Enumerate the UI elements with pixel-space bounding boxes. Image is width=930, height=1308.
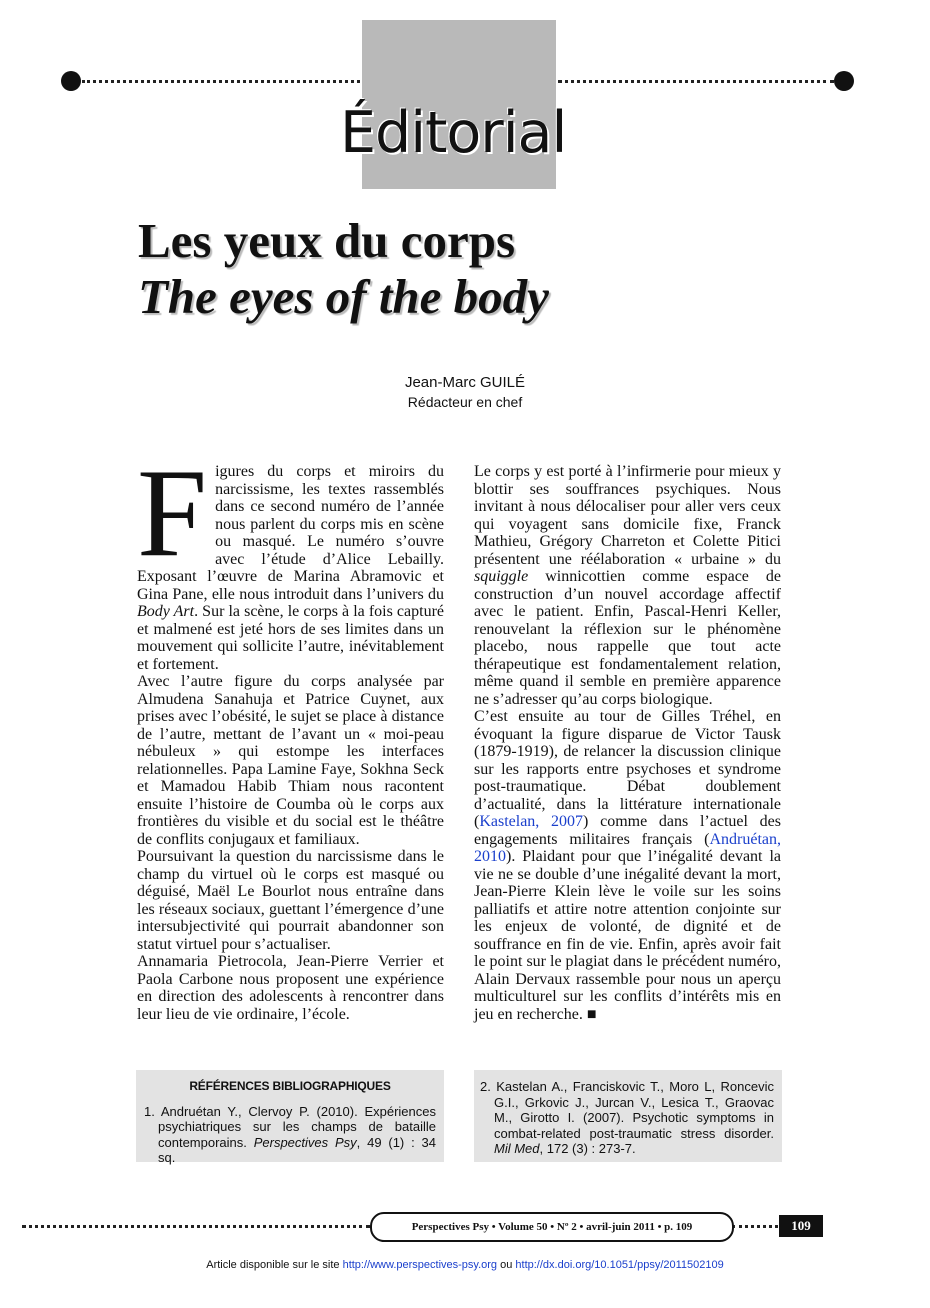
paragraph	[474, 708, 781, 1023]
drop-cap: F	[137, 444, 208, 583]
article-title-french: Les yeux du corps	[138, 213, 516, 268]
references-box-right	[474, 1070, 782, 1162]
header-right-dot-icon	[834, 71, 854, 91]
emphasis: squiggle	[474, 568, 529, 585]
references-heading: RÉFÉRENCES BIBLIOGRAPHIQUES	[189, 1079, 391, 1093]
issue-info: • Volume 50 • Nº 2 • avril-juin 2011 • p. 109	[488, 1221, 693, 1233]
references-box-left	[136, 1070, 444, 1165]
header-left-dot-icon	[61, 71, 81, 91]
reference-text: 2. Kastelan A., Franciskovic T., Moro L, Roncevic G.I., Grkovic J., Jurcan V., Lesica T., Graovac M., Girotto I. (2007). Psychotic symptoms in combat-related post-traumatic stress disorder.	[480, 1079, 774, 1141]
end-mark-icon: ■	[586, 1005, 597, 1023]
page-number: 109	[779, 1215, 823, 1237]
text-run: winnicottien comme espace de construction d’un nouvel accordage affectif avec le patient. Enfin, Pascal-Henri Keller, renouvelant la réflexion sur le phénomène placebo, nous rappelle que tout acte thérapeutique est fondamentalement relation, même quand il semble en première apparence ne s’adresser qu’au corps biologique.	[474, 568, 781, 708]
text-run: . Sur la scène, le corps à la fois capturé et malmené est jeté hors de ses limites dans un mouvement qui sollicite l’autre, inévitablement et fortement.	[137, 603, 445, 673]
text-run: ). Plaidant pour que l’inégalité devant la vie ne se double d’une inégalité devant la mort, Jean-Pierre Klein lève le voile sur les soins palliatifs et attire notre attention conjointe sur les enjeux de volonté, de dignité et de souffrance en fin de vie. Enfin, après avoir fait le point sur le plagiat dans le précédent numéro, Alain Dervaux rassemble pour nous un aperçu multiculturel sur les conflits d’intérêts mis en jeu en recherche.	[474, 848, 782, 1023]
journal-name: Perspectives Psy	[411, 1221, 489, 1233]
doi-link[interactable]: http://dx.doi.org/10.1051/ppsy/2011502109	[515, 1259, 724, 1271]
text-run: igures du corps et miroirs du narcissisme, les textes rassemblés dans ce second numéro de l’année nous parlent du corps mis en scène ou masqué. Le numéro s’ouvre avec l’étude d’Alice Lebailly. Exposant l’œuvre de Marina Abramovic et Gina Pane, elle nous introduit dans l’univers du	[137, 463, 444, 603]
citation-link-kastelan[interactable]: Kastelan, 2007	[479, 813, 584, 830]
paragraph: Poursuivant la question du narcissisme dans le champ du virtuel où le corps est masqué ou déguisé, Maël Le Bourlot nous entraîne dans les réseaux sociaux, guettant l’émergence d’une intersubjectivité qui pourrait abandonner son statut virtuel pour s’actualiser.	[137, 848, 444, 953]
body-column-right	[474, 463, 781, 1023]
text-run: C’est ensuite au tour de Gilles Tréhel, en évoquant la figure disparue de Victor Tausk (1879-1919), de relancer la discussion clinique sur les rapports entre psychoses et syndrome post-traumatique. Débat doublement d’actualité, dans la littérature internationale (	[474, 708, 781, 830]
footer-rule-left	[22, 1225, 370, 1228]
site-link[interactable]: http://www.perspectives-psy.org	[342, 1259, 498, 1271]
article-title-english: The eyes of the body	[138, 269, 549, 324]
citation-link-andruetan[interactable]: Andruétan, 2010	[474, 830, 781, 865]
journal-citation	[370, 1212, 734, 1242]
reference-item	[474, 1079, 782, 1157]
reference-item	[136, 1104, 444, 1166]
paragraph: Avec l’autre figure du corps analysée par Almudena Sanahuja et Patrice Cuynet, aux prises avec l’obésité, le sujet se place à distance de l’autre, mettant de l’avant un « moi-peau nébuleux » qui estompe les interfaces relationnelles. Papa Lamine Faye, Sokhna Seck et Mamadou Habib Thiam nous racontent ensuite l’histoire de Coumba où le corps aux frontières du visible et du social est le théâtre de conflits conjugaux et familiaux.	[137, 673, 444, 848]
availability-text: ou	[497, 1259, 516, 1271]
text-run: ) comme dans l’actuel des engagements militaires français (	[474, 813, 782, 848]
availability-text: Article disponible sur le site	[206, 1259, 343, 1271]
text-run: Le corps y est porté à l’infirmerie pour mieux y blottir ses souffrances psychiques. Nous invitant à nous délocaliser pour aller vers ceux qui voyagent sans domicile fixe, Franck Mathieu, Grégory Charreton et Colette Pitici présentent une réélaboration « urbaine » du	[474, 463, 781, 568]
paragraph	[137, 444, 445, 673]
availability-notice	[0, 1259, 930, 1271]
header-rule-left	[82, 80, 360, 83]
author-role: Rédacteur en chef	[407, 394, 523, 410]
reference-text: , 172 (3) : 273-7.	[539, 1141, 636, 1156]
paragraph: Annamaria Pietrocola, Jean-Pierre Verrier et Paola Carbone nous proposent une expérience en direction des adolescents à rencontrer dans leur lieu de vie ordinaire, l’école.	[137, 953, 444, 1023]
reference-text: , 49 (1) : 34 sq.	[158, 1134, 436, 1165]
paragraph	[474, 463, 781, 708]
section-title: Éditorial	[340, 100, 567, 166]
reference-journal: Mil Med	[494, 1141, 540, 1156]
header-rule-right	[558, 80, 834, 83]
author-name: Jean-Marc GUILÉ	[404, 374, 526, 391]
reference-journal: Perspectives Psy	[253, 1134, 357, 1150]
reference-text: 1. Andruétan Y., Clervoy P. (2010). Expériences psychiatriques sur les champs de bataille contemporains.	[144, 1103, 436, 1150]
emphasis: Body Art	[137, 603, 195, 620]
footer-rule-right	[732, 1225, 778, 1228]
body-column-left	[137, 444, 445, 1023]
